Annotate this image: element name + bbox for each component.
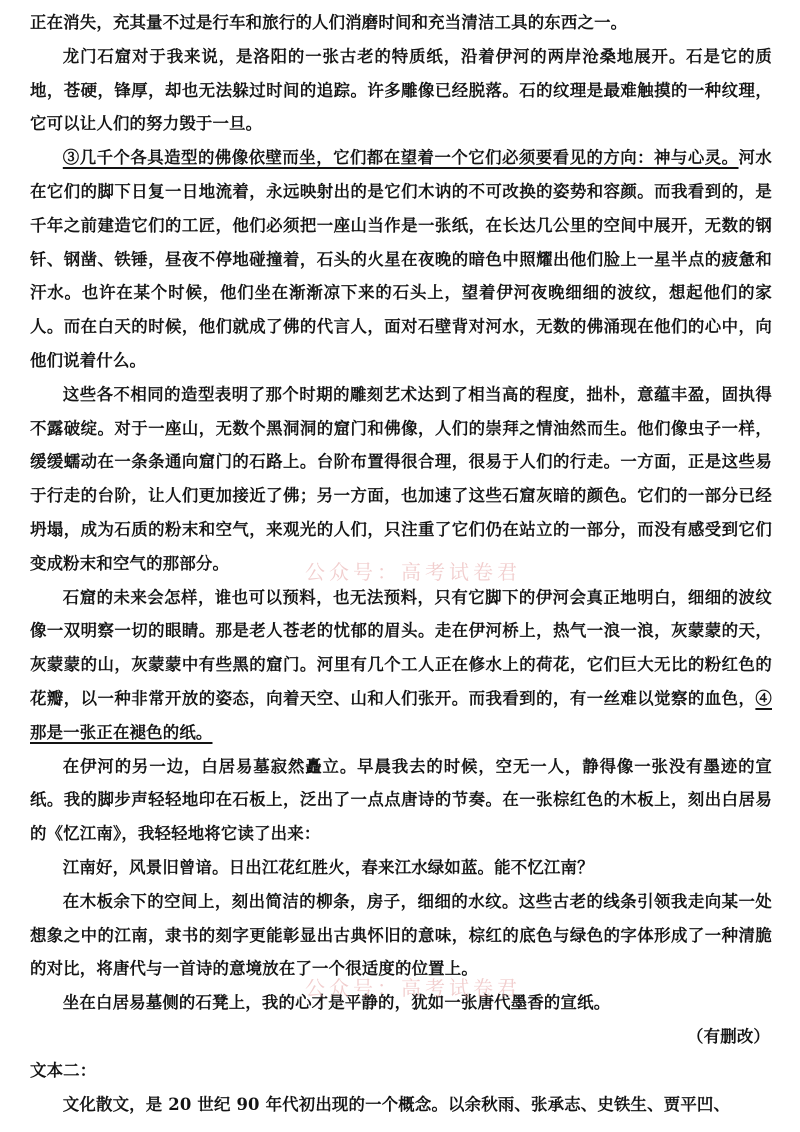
paragraph (30, 581, 772, 750)
text-segment: 石窟的未来会怎样，谁也可以预料，也无法预料，只有它脚下的伊河会真正地明白，细细的波纹像一双明察一切的眼睛。那是老人苍老的忧郁的眉头。走在伊河桥上，热气一浪一浪，灰蒙蒙的天，灰蒙蒙的山，灰蒙蒙中有些黑的窟门。河里有几个工人正在修水上的荷花，它们巨大无比的粉红色的花瓣，以一种非常开放的姿态，向着天空、山和人们张开。而我看到的，有一丝难以觉察的血色， (30, 587, 772, 708)
source-note: （有删改） (687, 1026, 770, 1046)
watermark-top: 公众号：高考试卷君 (305, 560, 521, 584)
text-segment: 坐在白居易墓侧的石凳上，我的心才是平静的，犹如一张唐代墨香的宣纸。 (62, 993, 611, 1013)
watermark-bottom: 公众号：高考试卷君 (305, 976, 521, 1000)
paragraph (30, 378, 772, 581)
section-first-line: 文化散文，是 20 世纪 90 年代初出现的一个概念。以余秋雨、张承志、史铁生、贾平凹、 (62, 1094, 731, 1114)
text-segment: 在伊河的另一边，白居易墓寂然矗立。早晨我去的时候，空无一人，静得像一张没有墨迹的宣纸。我的脚步声轻轻地印在石板上，泛出了一点点唐诗的节奏。在一张棕红色的木板上，刻出白居易的《忆江南》，我轻轻地将它读了出来： (30, 756, 772, 844)
text-segment: 在木板余下的空间上，刻出简洁的柳条，房子，细细的水纹。这些古老的线条引领我走向某一处想象之中的江南，隶书的刻字更能彰显出古典怀旧的意味，棕红的底色与绿色的字体形成了一种清脆的对比，将唐代与一首诗的意境放在了一个很适度的位置上。 (30, 891, 772, 979)
document-body (30, 6, 772, 1121)
underlined-sentence: ④那是一张正在褪色的纸。 (30, 688, 772, 742)
paragraph (30, 40, 772, 141)
paragraph (30, 851, 772, 885)
paragraph (30, 986, 772, 1020)
text-segment: 这些各不相同的造型表明了那个时期的雕刻艺术达到了相当高的程度，拙朴，意蕴丰盈，固执得不露破绽。对于一座山，无数个黑洞洞的窟门和佛像，人们的崇拜之情油然而生。他们像虫子一样，缓缓蠕动在一条条通向窟门的石路上。台阶布置得很合理，很易于人们的行走。一方面，正是这些易于行走的台阶，让人们更加接近了佛；另一方面，也加速了这些石窟灰暗的颜色。它们的一部分已经坍塌，成为石质的粉末和空气，来观光的人们，只注重了它们仍在站立的一部分，而没有感受到它们变成粉末和空气的那部分。 (30, 384, 772, 573)
paragraph (30, 750, 772, 851)
underlined-sentence: ③几千个各具造型的佛像依壁而坐，它们都在望着一个它们必须要看见的方向：神与心灵。 (62, 148, 739, 168)
text-segment: 正在消失，充其量不过是行车和旅行的人们消磨时间和充当清洁工具的东西之一。 (30, 13, 628, 32)
text-segment: 龙门石窟对于我来说，是洛阳的一张古老的特质纸，沿着伊河的两岸沧桑地展开。石是它的质地，苍硬，锋厚，却也无法躲过时间的追踪。许多雕像已经脱落。石的纹理是最难触摸的一种纹理，它可以让人们的努力毁于一旦。 (30, 46, 772, 134)
section-heading: 文本二： (30, 1060, 97, 1080)
text-segment: 江南好，风景旧曾谙。日出江花红胜火，春来江水绿如蓝。能不忆江南？ (62, 857, 594, 877)
paragraph (30, 885, 772, 986)
paragraph (30, 6, 772, 40)
paragraph (30, 141, 772, 378)
text-segment: 河水在它们的脚下日复一日地流着，永远映射出的是它们木讷的不可改换的姿势和容颜。而我看到的，是千年之前建造它们的工匠，他们必须把一座山当作是一张纸，在长达几公里的空间中展开，无数的钢钎、钢凿、铁锤，昼夜不停地碰撞着，石头的火星在夜晚的暗色中照耀出他们脸上一星半点的疲惫和汗水。也许在某个时候，他们坐在渐渐凉下来的石头上，望着伊河夜晚细细的波纹，想起他们的家人。而在白天的时候，他们就成了佛的代言人，面对石壁背对河水，无数的佛涌现在他们的心中，向他们说着什么。 (30, 148, 772, 370)
paragraph-list (30, 6, 772, 1020)
